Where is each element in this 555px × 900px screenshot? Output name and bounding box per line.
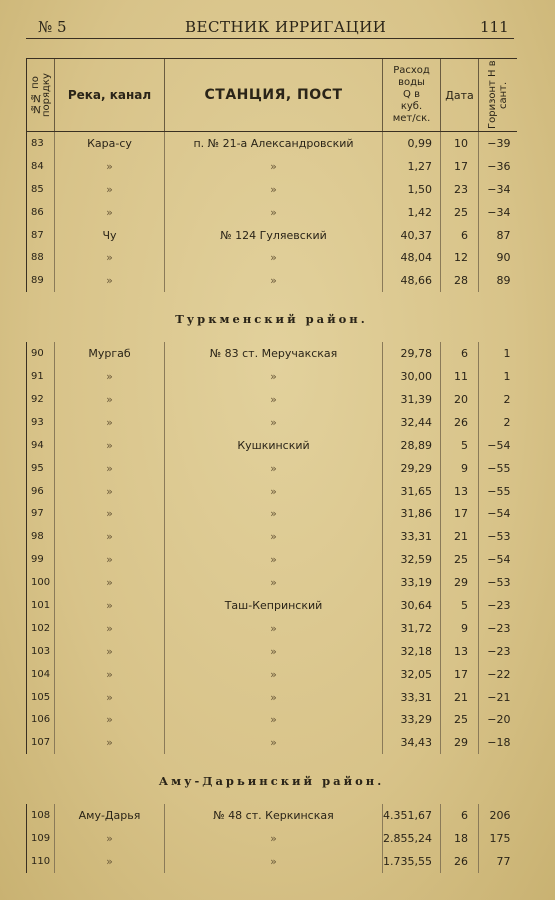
- date-cell: 25: [441, 548, 479, 571]
- table-row: [27, 686, 517, 709]
- discharge-cell: 33,19: [383, 571, 441, 594]
- discharge-cell: 32,59: [383, 548, 441, 571]
- row-number: 86: [27, 201, 55, 224]
- level-cell: 90: [479, 246, 517, 269]
- table-row: [27, 201, 517, 224]
- river-cell: »: [55, 594, 165, 617]
- level-cell: −55: [479, 480, 517, 503]
- row-number: 92: [27, 388, 55, 411]
- station-cell: »: [165, 827, 383, 850]
- river-cell: »: [55, 201, 165, 224]
- discharge-cell: 1.735,55: [383, 850, 441, 873]
- river-cell: »: [55, 571, 165, 594]
- station-cell: »: [165, 365, 383, 388]
- row-number: 89: [27, 269, 55, 292]
- station-cell: »: [165, 457, 383, 480]
- level-cell: −53: [479, 525, 517, 548]
- river-cell: »: [55, 434, 165, 457]
- date-cell: 17: [441, 155, 479, 178]
- date-cell: 17: [441, 502, 479, 525]
- date-cell: 11: [441, 365, 479, 388]
- discharge-cell: 48,66: [383, 269, 441, 292]
- river-cell: »: [55, 663, 165, 686]
- station-cell: »: [165, 411, 383, 434]
- discharge-cell: 2.855,24: [383, 827, 441, 850]
- discharge-cell: 33,31: [383, 686, 441, 709]
- row-number: 109: [27, 827, 55, 850]
- row-number: 108: [27, 804, 55, 827]
- level-cell: −53: [479, 571, 517, 594]
- row-number: 103: [27, 640, 55, 663]
- col-header-river: Река, канал: [55, 59, 165, 132]
- level-cell: −23: [479, 640, 517, 663]
- table-row: [27, 502, 517, 525]
- table-row: [27, 804, 517, 827]
- date-cell: 12: [441, 246, 479, 269]
- row-number: 96: [27, 480, 55, 503]
- header-rule: [26, 38, 514, 39]
- level-cell: −54: [479, 434, 517, 457]
- station-cell: »: [165, 548, 383, 571]
- station-cell: »: [165, 246, 383, 269]
- date-cell: 26: [441, 411, 479, 434]
- date-cell: 18: [441, 827, 479, 850]
- col-header-discharge: Расход воды Q в куб. мет/ск.: [383, 59, 441, 132]
- river-cell: »: [55, 827, 165, 850]
- table-row: [27, 342, 517, 365]
- station-cell: »: [165, 617, 383, 640]
- discharge-cell: 28,89: [383, 434, 441, 457]
- station-cell: »: [165, 525, 383, 548]
- row-number: 94: [27, 434, 55, 457]
- station-cell: »: [165, 480, 383, 503]
- page-number: 111: [480, 18, 509, 36]
- level-cell: 206: [479, 804, 517, 827]
- discharge-cell: 29,78: [383, 342, 441, 365]
- row-number: 104: [27, 663, 55, 686]
- station-cell: »: [165, 686, 383, 709]
- date-cell: 6: [441, 804, 479, 827]
- table-row: [27, 388, 517, 411]
- col-header-level: Горизонт H в сант.: [479, 59, 517, 132]
- row-number: 85: [27, 178, 55, 201]
- row-number: 98: [27, 525, 55, 548]
- level-cell: −55: [479, 457, 517, 480]
- discharge-cell: 48,04: [383, 246, 441, 269]
- level-cell: 77: [479, 850, 517, 873]
- date-cell: 6: [441, 342, 479, 365]
- table-row: [27, 640, 517, 663]
- row-number: 84: [27, 155, 55, 178]
- issue-number: № 5: [38, 18, 67, 36]
- station-cell: »: [165, 708, 383, 731]
- level-cell: 2: [479, 388, 517, 411]
- row-number: 87: [27, 224, 55, 247]
- discharge-cell: 32,44: [383, 411, 441, 434]
- date-cell: 26: [441, 850, 479, 873]
- river-cell: Чу: [55, 224, 165, 247]
- discharge-cell: 30,64: [383, 594, 441, 617]
- level-cell: 175: [479, 827, 517, 850]
- table-row: [27, 827, 517, 850]
- table-row: [27, 434, 517, 457]
- row-number: 100: [27, 571, 55, 594]
- row-number: 93: [27, 411, 55, 434]
- discharge-cell: 40,37: [383, 224, 441, 247]
- station-cell: »: [165, 850, 383, 873]
- section-heading-row: [27, 754, 517, 804]
- date-cell: 13: [441, 480, 479, 503]
- level-cell: −54: [479, 502, 517, 525]
- date-cell: 29: [441, 571, 479, 594]
- level-cell: 2: [479, 411, 517, 434]
- row-number: 102: [27, 617, 55, 640]
- station-cell: Таш-Кепринский: [165, 594, 383, 617]
- level-cell: −54: [479, 548, 517, 571]
- row-number: 95: [27, 457, 55, 480]
- table-row: [27, 269, 517, 292]
- table-row: [27, 178, 517, 201]
- river-cell: Кара-су: [55, 132, 165, 155]
- discharge-cell: 30,00: [383, 365, 441, 388]
- river-cell: Мургаб: [55, 342, 165, 365]
- row-number: 90: [27, 342, 55, 365]
- table-header-row: [27, 59, 517, 132]
- table-body: [27, 132, 517, 873]
- discharge-cell: 1,50: [383, 178, 441, 201]
- station-cell: п. № 21-а Александровский: [165, 132, 383, 155]
- river-cell: »: [55, 480, 165, 503]
- discharge-cell: 1,42: [383, 201, 441, 224]
- river-cell: »: [55, 502, 165, 525]
- discharge-cell: 32,18: [383, 640, 441, 663]
- discharge-cell: 1,27: [383, 155, 441, 178]
- river-cell: »: [55, 548, 165, 571]
- level-cell: −36: [479, 155, 517, 178]
- date-cell: 21: [441, 686, 479, 709]
- row-number: 91: [27, 365, 55, 388]
- discharge-cell: 33,31: [383, 525, 441, 548]
- date-cell: 13: [441, 640, 479, 663]
- level-cell: 87: [479, 224, 517, 247]
- discharge-cell: 0,99: [383, 132, 441, 155]
- station-cell: »: [165, 663, 383, 686]
- row-number: 83: [27, 132, 55, 155]
- row-number: 106: [27, 708, 55, 731]
- table-row: [27, 224, 517, 247]
- table-row: [27, 731, 517, 754]
- level-cell: −20: [479, 708, 517, 731]
- station-cell: № 124 Гуляевский: [165, 224, 383, 247]
- discharge-cell: 29,29: [383, 457, 441, 480]
- station-cell: »: [165, 155, 383, 178]
- river-cell: Аму-Дарья: [55, 804, 165, 827]
- date-cell: 5: [441, 434, 479, 457]
- level-cell: 1: [479, 342, 517, 365]
- date-cell: 9: [441, 457, 479, 480]
- table-row: [27, 365, 517, 388]
- level-cell: −34: [479, 178, 517, 201]
- river-cell: »: [55, 708, 165, 731]
- level-cell: −22: [479, 663, 517, 686]
- discharge-cell: 31,39: [383, 388, 441, 411]
- river-cell: »: [55, 155, 165, 178]
- level-cell: 1: [479, 365, 517, 388]
- table-row: [27, 548, 517, 571]
- table-row: [27, 457, 517, 480]
- discharge-cell: 31,65: [383, 480, 441, 503]
- date-cell: 9: [441, 617, 479, 640]
- table-row: [27, 571, 517, 594]
- river-cell: »: [55, 411, 165, 434]
- river-cell: »: [55, 246, 165, 269]
- section-heading-row: [27, 292, 517, 342]
- table-row: [27, 525, 517, 548]
- table-row: [27, 594, 517, 617]
- date-cell: 23: [441, 178, 479, 201]
- level-cell: −21: [479, 686, 517, 709]
- col-header-station: СТАНЦИЯ, ПОСТ: [165, 59, 383, 132]
- station-cell: »: [165, 269, 383, 292]
- river-cell: »: [55, 525, 165, 548]
- col-header-date: Дата: [441, 59, 479, 132]
- date-cell: 10: [441, 132, 479, 155]
- table-row: [27, 617, 517, 640]
- river-cell: »: [55, 686, 165, 709]
- section-heading: Туркменский район.: [175, 312, 368, 327]
- river-cell: »: [55, 617, 165, 640]
- level-cell: −39: [479, 132, 517, 155]
- date-cell: 29: [441, 731, 479, 754]
- table-row: [27, 480, 517, 503]
- date-cell: 20: [441, 388, 479, 411]
- table-row: [27, 132, 517, 155]
- table-row: [27, 411, 517, 434]
- row-number: 110: [27, 850, 55, 873]
- date-cell: 28: [441, 269, 479, 292]
- date-cell: 6: [441, 224, 479, 247]
- date-cell: 5: [441, 594, 479, 617]
- river-cell: »: [55, 850, 165, 873]
- river-cell: »: [55, 731, 165, 754]
- date-cell: 21: [441, 525, 479, 548]
- row-number: 101: [27, 594, 55, 617]
- station-cell: № 83 ст. Меручакская: [165, 342, 383, 365]
- journal-title: ВЕСТНИК ИРРИГАЦИИ: [185, 18, 387, 36]
- river-cell: »: [55, 365, 165, 388]
- date-cell: 25: [441, 201, 479, 224]
- river-cell: »: [55, 178, 165, 201]
- table-row: [27, 155, 517, 178]
- table-row: [27, 246, 517, 269]
- level-cell: −18: [479, 731, 517, 754]
- table-row: [27, 850, 517, 873]
- row-number: 88: [27, 246, 55, 269]
- row-number: 99: [27, 548, 55, 571]
- level-cell: −23: [479, 617, 517, 640]
- section-heading: Аму-Дарьинский район.: [158, 774, 385, 789]
- date-cell: 25: [441, 708, 479, 731]
- discharge-table: [26, 58, 517, 873]
- table-row: [27, 708, 517, 731]
- station-cell: »: [165, 571, 383, 594]
- discharge-cell: 33,29: [383, 708, 441, 731]
- station-cell: № 48 ст. Керкинская: [165, 804, 383, 827]
- station-cell: »: [165, 388, 383, 411]
- station-cell: »: [165, 640, 383, 663]
- station-cell: Кушкинский: [165, 434, 383, 457]
- discharge-cell: 31,86: [383, 502, 441, 525]
- station-cell: »: [165, 201, 383, 224]
- row-number: 105: [27, 686, 55, 709]
- river-cell: »: [55, 388, 165, 411]
- level-cell: 89: [479, 269, 517, 292]
- river-cell: »: [55, 457, 165, 480]
- date-cell: 17: [441, 663, 479, 686]
- river-cell: »: [55, 640, 165, 663]
- row-number: 97: [27, 502, 55, 525]
- discharge-cell: 31,72: [383, 617, 441, 640]
- page-header: [0, 0, 555, 40]
- col-header-num: №№ по порядку: [27, 59, 55, 132]
- level-cell: −23: [479, 594, 517, 617]
- river-cell: »: [55, 269, 165, 292]
- row-number: 107: [27, 731, 55, 754]
- station-cell: »: [165, 731, 383, 754]
- discharge-cell: 4.351,67: [383, 804, 441, 827]
- station-cell: »: [165, 502, 383, 525]
- level-cell: −34: [479, 201, 517, 224]
- discharge-cell: 34,43: [383, 731, 441, 754]
- discharge-cell: 32,05: [383, 663, 441, 686]
- table-row: [27, 663, 517, 686]
- station-cell: »: [165, 178, 383, 201]
